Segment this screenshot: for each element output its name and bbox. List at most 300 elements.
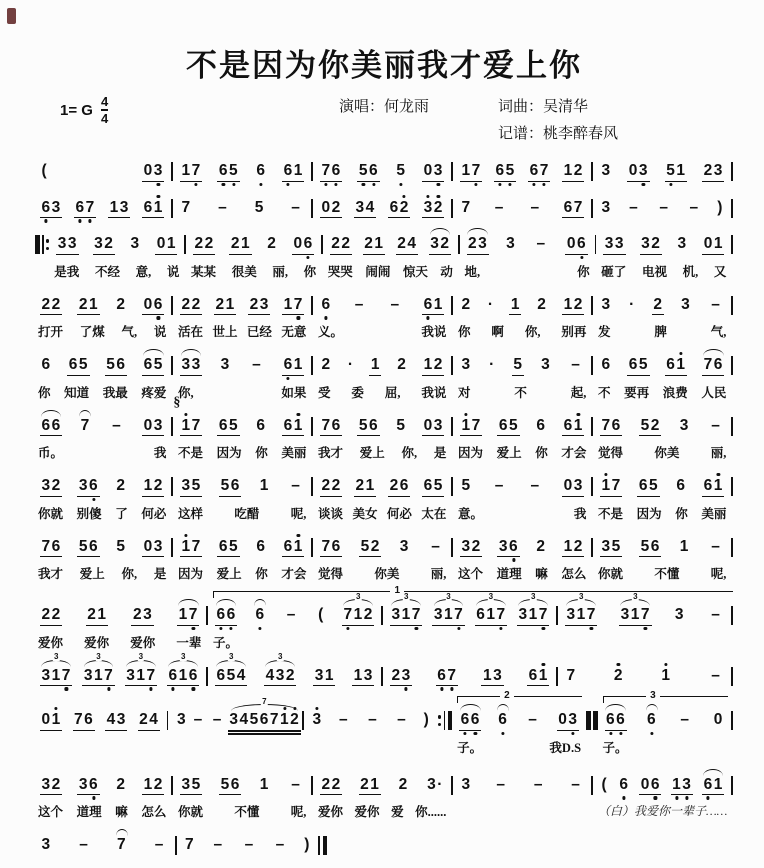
note-char: –: [252, 356, 262, 373]
note-annotation: [565, 658, 577, 667]
barline: [730, 235, 734, 254]
volta-number: 1: [390, 586, 404, 596]
note-group: [282, 287, 304, 316]
note-annotation: [335, 702, 352, 711]
lyric-syllable: 委: [351, 385, 364, 400]
lyric-syllable: 你就: [38, 506, 64, 521]
note-group: [320, 190, 342, 219]
note-char: 0: [143, 537, 153, 555]
note-annotation: [526, 468, 543, 477]
note-annotation: [422, 347, 444, 356]
note-annotation: [357, 408, 379, 417]
note-group: [190, 702, 207, 730]
note-annotation: [180, 529, 202, 538]
note-char: 0: [640, 775, 650, 793]
score: [34, 153, 734, 855]
note-annotation: [395, 153, 407, 162]
note-char: 2: [331, 775, 341, 793]
measure-notes: [384, 658, 555, 687]
note-chars: [311, 711, 323, 730]
lyric-syllable: 美女: [352, 506, 378, 521]
note-annotation: [264, 652, 296, 667]
note-char: 1: [713, 775, 723, 793]
note-char: 1: [679, 537, 689, 555]
note-annotation: [388, 190, 410, 199]
note-group: [282, 529, 304, 558]
lyric-syllable: 你: [255, 567, 268, 581]
note-annotation: [40, 287, 62, 296]
note-char: 5: [229, 537, 239, 555]
note-char: 2: [536, 537, 546, 555]
note-annotation: [40, 153, 49, 162]
note-group: [82, 652, 114, 687]
lyrics-row: [559, 633, 730, 650]
note-chars: [398, 538, 410, 557]
note-chars: [600, 776, 609, 795]
note-char: (: [41, 162, 48, 179]
note-group: [627, 153, 649, 182]
bar-thin: [731, 667, 733, 686]
slur-arc-icon: [79, 410, 91, 417]
note-char: 0: [566, 235, 577, 252]
note-chars: [209, 711, 226, 730]
note-char: 3: [399, 537, 409, 555]
note-chars: [142, 776, 164, 796]
measure-notes: [169, 696, 301, 735]
lyric-syllable: 别傻: [76, 506, 102, 521]
note-annotation: [491, 190, 508, 199]
note-annotation: [393, 702, 410, 711]
measure: [594, 153, 730, 182]
note-chars: [716, 199, 725, 218]
measure-notes: [305, 702, 437, 730]
measure: [174, 408, 310, 461]
note-annotation: [665, 153, 687, 162]
note-char: 4: [236, 666, 246, 684]
measure-notes: [594, 529, 730, 558]
note-char: 6: [283, 162, 293, 179]
bar-thin: [171, 538, 173, 557]
lyric-syllable: 了煤: [79, 325, 105, 339]
measure: [34, 394, 181, 461]
note-group: [702, 153, 724, 182]
measure: [559, 658, 730, 686]
note-char: 7: [573, 198, 583, 216]
lyric-syllable: 惊天: [402, 264, 428, 279]
note-annotation: [436, 658, 458, 667]
note-chars: [264, 667, 296, 687]
note-char: 6: [188, 666, 198, 684]
note-chars: [517, 606, 549, 626]
note-group: [702, 347, 724, 376]
measure: [454, 347, 590, 400]
note-char: 2: [51, 477, 61, 494]
note-char: 3: [67, 235, 78, 252]
note-chars: [627, 356, 649, 376]
note-char: 2: [341, 235, 351, 252]
note-chars: [619, 606, 651, 626]
note-char: 6: [423, 477, 433, 494]
note-annotation: [627, 153, 649, 162]
lyric-syllable: 何必: [141, 506, 167, 521]
note-char: 5: [220, 775, 230, 793]
note-chars: [217, 417, 239, 437]
note-group: [287, 468, 304, 496]
note-char: 5: [191, 477, 201, 494]
lyric-syllable: 我说: [421, 325, 447, 339]
note-char: ·: [489, 356, 495, 373]
note-char: –: [711, 537, 721, 555]
note-group: [180, 529, 202, 558]
tuplet-number: 3: [633, 591, 638, 601]
note-group: [255, 153, 267, 181]
note-group: [562, 408, 584, 437]
note-annotation: [671, 767, 693, 776]
note-annotation: [115, 468, 127, 477]
note-group: [600, 190, 612, 218]
note-annotation: [359, 529, 381, 538]
note-char: 6: [666, 356, 676, 373]
note-annotation: [562, 468, 584, 477]
note-group: [79, 408, 91, 436]
note-char: 2: [651, 235, 661, 252]
note-group: [108, 190, 130, 219]
note-annotation: [115, 287, 127, 296]
note-chars: [676, 235, 688, 254]
note-group: [105, 702, 127, 731]
repeat-dots-icon: [46, 235, 49, 254]
note-annotation: [40, 702, 62, 711]
note-chars: [82, 667, 114, 687]
note-char: 0: [41, 711, 51, 728]
note-char: 7: [539, 162, 549, 179]
measure: [454, 767, 590, 819]
note-annotation: [702, 767, 724, 776]
note-char: 6: [703, 477, 713, 494]
note-char: 1: [283, 295, 293, 313]
note-char: 1: [293, 416, 303, 434]
note-char: 5: [254, 198, 264, 216]
note-group: [320, 767, 342, 796]
note-annotation: [686, 190, 703, 199]
measure-notes: [174, 529, 310, 558]
bar-thick: [593, 711, 598, 730]
note-group: [180, 468, 202, 497]
bar-thin: [311, 296, 313, 315]
bar-thin: [381, 667, 383, 686]
note-chars: [79, 417, 91, 436]
note-annotation: [82, 652, 114, 667]
note-char: 5: [649, 477, 659, 494]
note-group: [56, 226, 78, 255]
score-line: [34, 827, 328, 855]
note-chars: [142, 296, 164, 316]
note-group: [676, 702, 693, 730]
note-chars: [535, 417, 547, 436]
note-group: [562, 287, 584, 316]
note-char: 3: [130, 235, 140, 252]
note-group: [40, 153, 49, 181]
note-char: 2: [399, 198, 409, 216]
measure: [594, 468, 730, 521]
lyric-syllable: 这个: [458, 567, 484, 581]
note-group: [342, 591, 374, 626]
note-annotation: [486, 287, 495, 296]
bar-thin: [591, 162, 593, 181]
note-chars: [320, 199, 342, 219]
note-char: 5: [509, 416, 519, 434]
note-chars: [565, 606, 597, 626]
note-chars: [535, 538, 547, 557]
note-char: 3: [614, 235, 625, 252]
note-char: –: [286, 606, 296, 623]
note-group: [678, 529, 690, 557]
note-char: 0: [703, 235, 713, 252]
lyric-syllable: 说: [166, 264, 180, 279]
note-annotation: [77, 287, 99, 296]
bar-thin: [302, 711, 304, 730]
note-chars: [330, 235, 352, 255]
note-annotation: [702, 226, 724, 235]
note-annotation: [459, 702, 481, 711]
note-annotation: [219, 468, 241, 477]
note-group: [388, 190, 410, 219]
note-chars: [77, 538, 99, 558]
note-char: ): [304, 836, 310, 853]
measure-notes: [34, 767, 170, 796]
note-char: 6: [601, 356, 611, 373]
note-char: 0: [563, 477, 573, 494]
measure: [187, 226, 320, 279]
note-annotation: [254, 597, 266, 606]
note-char: 1: [293, 162, 303, 179]
note-group: [351, 287, 368, 315]
note-group: [352, 658, 374, 687]
note-char: 1: [365, 477, 375, 494]
volta-bracket: [457, 690, 582, 703]
note-char: 3: [601, 537, 611, 555]
note-char: 6: [89, 477, 99, 494]
note-char: 2: [363, 606, 373, 623]
note-group: [494, 153, 516, 182]
note-group: [600, 468, 622, 497]
note-group: [497, 408, 519, 437]
note-chars: [707, 538, 724, 557]
note-char: 5: [191, 775, 201, 793]
page-title: 不是因为你美丽我才爱上你: [186, 48, 582, 83]
note-annotation: [646, 702, 658, 711]
lyric-syllable: 我D.S: [549, 740, 582, 755]
measure-notes: [461, 226, 594, 255]
note-char: 6: [399, 477, 409, 494]
note-chars: [219, 776, 241, 796]
measure: [174, 468, 310, 521]
note-group: [655, 190, 672, 218]
note-group: [219, 767, 241, 796]
note-group: [115, 287, 127, 315]
lyric-syllable: 美丽: [281, 446, 307, 460]
note-char: 7: [538, 606, 548, 623]
note-chars: [432, 606, 464, 626]
note-char: 3: [41, 836, 51, 853]
note-char: (: [318, 606, 324, 623]
measure-notes: [50, 226, 183, 255]
lyric-syllable: 你,: [121, 567, 138, 581]
barline: [730, 199, 734, 218]
note-char: 1: [676, 356, 686, 373]
bar-thin: [731, 417, 733, 436]
note-char: 0: [628, 162, 638, 179]
bar-thin: [731, 538, 733, 557]
lyric-syllable: 爱上: [496, 446, 522, 460]
note-char: 1: [672, 775, 682, 793]
lyric-syllable: 太在: [421, 506, 447, 521]
measure: [209, 652, 380, 687]
note-chars: [40, 538, 62, 558]
note-group: [646, 702, 658, 730]
note-annotation: [167, 652, 199, 667]
lyric-syllable: 丽,: [710, 446, 727, 460]
note-group: [491, 190, 508, 218]
note-chars: [460, 477, 472, 496]
lyrics-row: [187, 262, 320, 279]
note-char: 3: [126, 666, 136, 684]
note-char: 7: [191, 416, 201, 434]
note-annotation: [422, 287, 444, 296]
note-chars: [180, 538, 202, 558]
note-chars: [142, 417, 164, 437]
measure: [34, 153, 170, 182]
note-char: 2: [285, 666, 295, 684]
note-chars: [167, 667, 199, 687]
note-char: 2: [360, 775, 370, 793]
measure-notes: [384, 591, 555, 626]
note-chars: [115, 477, 127, 496]
note-annotation: [481, 658, 503, 667]
note-group: [390, 658, 412, 687]
lyric-syllable: 你: [675, 506, 688, 521]
volta-bracket: [603, 690, 728, 703]
note-chars: [565, 667, 577, 686]
note-char: 7: [188, 606, 198, 623]
note-annotation: [180, 408, 202, 417]
note-annotation: [108, 190, 130, 199]
note-group: [497, 529, 519, 558]
note-annotation: [673, 597, 685, 606]
note-annotation: [488, 347, 497, 356]
lyric-syllable: 你: [255, 446, 268, 460]
score-line: [34, 585, 734, 650]
bar-thin: [171, 477, 173, 496]
note-chars: [422, 356, 444, 376]
note-char: 1: [181, 162, 191, 179]
note-char: 6: [256, 416, 266, 434]
note-chars: [105, 356, 127, 376]
lyric-syllable: 你: [535, 446, 548, 460]
note-chars: [346, 356, 355, 375]
lyric-syllable: 不: [514, 385, 527, 400]
note-char: –: [711, 666, 721, 684]
note-chars: [388, 199, 410, 219]
note-char: 1: [293, 537, 303, 555]
note-annotation: [707, 408, 724, 417]
note-annotation: [422, 190, 444, 199]
note-annotation: [253, 190, 265, 199]
note-chars: [180, 199, 192, 218]
note-chars: [475, 606, 507, 626]
bar-thin: [42, 235, 44, 254]
lyric-syllable: 因为: [636, 506, 662, 521]
note-chars: [282, 356, 304, 376]
note-annotation: [248, 287, 270, 296]
note-char: 3: [566, 606, 576, 623]
note-char: 6: [168, 666, 178, 684]
note-annotation: [219, 347, 231, 356]
note-group: [562, 529, 584, 558]
note-annotation: [40, 827, 52, 836]
lyric-syllable: 嘛: [115, 805, 128, 819]
note-chars: [320, 162, 342, 182]
bar-thin: [556, 606, 558, 625]
note-annotation: [460, 468, 472, 477]
note-char: 0: [143, 162, 153, 179]
note-annotation: [600, 153, 612, 162]
note-char: 7: [454, 606, 464, 623]
note-char: 0: [423, 162, 433, 179]
note-char: 3: [78, 477, 89, 494]
note-char: 6: [283, 537, 293, 555]
note-annotation: [605, 702, 627, 711]
bar-thin: [311, 356, 313, 375]
note-chars: [190, 711, 207, 730]
bar-thin: [591, 477, 593, 496]
lyric-syllable: 我: [573, 506, 587, 521]
note-chars: [527, 667, 549, 687]
note-char: 1: [370, 775, 380, 793]
note-char: 3: [78, 775, 89, 793]
note-annotation: [390, 591, 422, 606]
note-chars: [108, 199, 130, 219]
note-group: [702, 767, 724, 796]
note-chars: [388, 477, 410, 497]
note-char: ): [423, 711, 430, 728]
note-chars: [652, 296, 664, 316]
note-char: ·: [347, 356, 354, 373]
lyric-syllable: 哭哭: [327, 264, 353, 279]
note-chars: [142, 162, 164, 182]
barline: [437, 711, 453, 730]
note-char: 2: [397, 356, 407, 373]
note-char: 0: [143, 295, 153, 313]
note-char: 2: [468, 235, 478, 252]
note-chars: [422, 199, 444, 219]
measure: [454, 190, 590, 219]
note-chars: [215, 667, 247, 687]
note-char: 4: [149, 711, 159, 728]
note-group: [628, 287, 637, 315]
note-char: 1: [153, 198, 163, 216]
note-chars: [702, 776, 724, 796]
note-chars: [241, 836, 258, 855]
note-chars: [427, 538, 444, 557]
bar-thick: [323, 836, 328, 855]
note-group: [422, 287, 444, 316]
measure: [454, 408, 590, 461]
lyric-syllable: 你: [303, 264, 317, 279]
lyric-syllable: 爱你: [318, 805, 344, 819]
measure-notes: [314, 408, 450, 437]
measure: [34, 347, 170, 400]
